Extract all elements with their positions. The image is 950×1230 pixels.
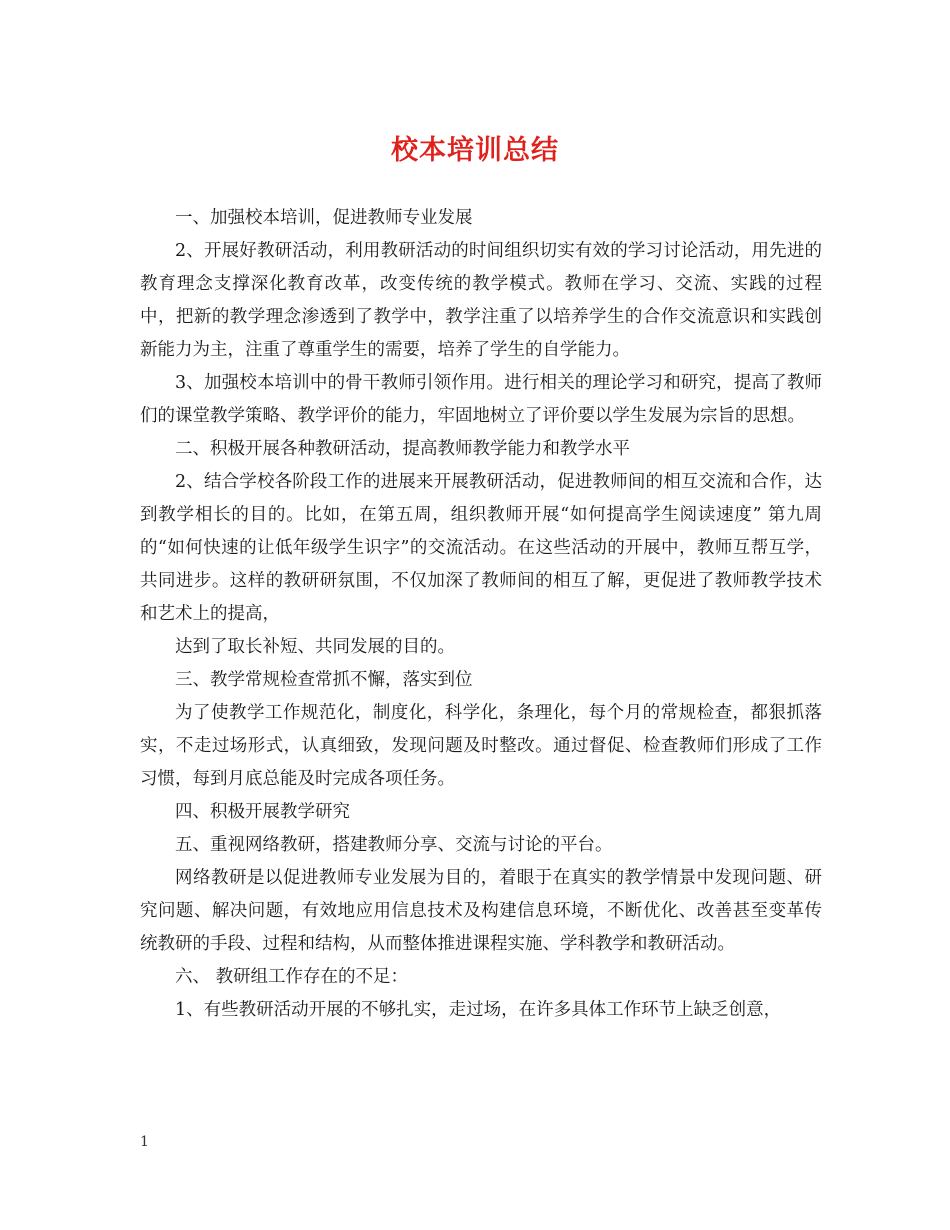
section-heading: 三、教学常规检查常抓不懈，落实到位 bbox=[175, 670, 473, 690]
paragraph: 2、开展好教研活动，利用教研活动的时间组织切实有效的学习讨论活动，用先进的教育理念支撑深化教育改革，改变传统的教学模式。教师在学习、交流、实践的过程中，把新的教学理念渗透到了教学中，教学注重了以培养学生的合作交流意识和实践创新能力为主，注重了尊重学生的需要，培养了学生的自学能力。 bbox=[140, 241, 822, 360]
section-heading: 五、重视网络教研，搭建教师分享、交流与讨论的平台。 bbox=[175, 835, 613, 855]
section-heading: 六、 教研组工作存在的不足： bbox=[175, 967, 409, 987]
section-heading: 四、积极开展教学研究 bbox=[175, 802, 350, 822]
paragraph: 为了使教学工作规范化，制度化，科学化，条理化，每个月的常规检查，都狠抓落实，不走过场形式，认真细致，发现问题及时整改。通过督促、检查教师们形成了工作习惯，每到月底总能及时完成各项任务。 bbox=[140, 703, 822, 789]
paragraph: 网络教研是以促进教师专业发展为目的，着眼于在真实的教学情景中发现问题、研究问题、解决问题，有效地应用信息技术及构建信息环境，不断优化、改善甚至变革传统教研的手段、过程和结构，从而整体推进课程实施、学科教学和教研活动。 bbox=[140, 868, 822, 954]
paragraph: 1、有些教研活动开展的不够扎实，走过场，在许多具体工作环节上缺乏创意， bbox=[175, 1000, 782, 1020]
section-heading: 二、积极开展各种教研活动，提高教师教学能力和教学水平 bbox=[175, 439, 630, 459]
paragraph: 达到了取长补短、共同发展的目的。 bbox=[175, 637, 455, 657]
section-heading: 一、加强校本培训，促进教师专业发展 bbox=[175, 208, 473, 228]
paragraph: 2、结合学校各阶段工作的进展来开展教研活动，促进教师间的相互交流和合作，达到教学相长的目的。比如，在第五周，组织教师开展“如何提高学生阅读速度” 第九周的“如何快速的让低年级学生识字”的交流活动。在这些活动的开展中，教师互帮互学，共同进步。这样的教研研氛围，不仅加深了教师间的相互了解，更促进了教师教学技术和艺术上的提高， bbox=[140, 472, 822, 624]
paragraph: 3、加强校本培训中的骨干教师引领作用。进行相关的理论学习和研究，提高了教师们的课堂教学策略、教学评价的能力，牢固地树立了评价要以学生发展为宗旨的思想。 bbox=[140, 373, 822, 426]
page-number: 1 bbox=[140, 1134, 149, 1150]
document-title: 校本培训总结 bbox=[391, 135, 559, 166]
document-body bbox=[140, 202, 822, 1027]
